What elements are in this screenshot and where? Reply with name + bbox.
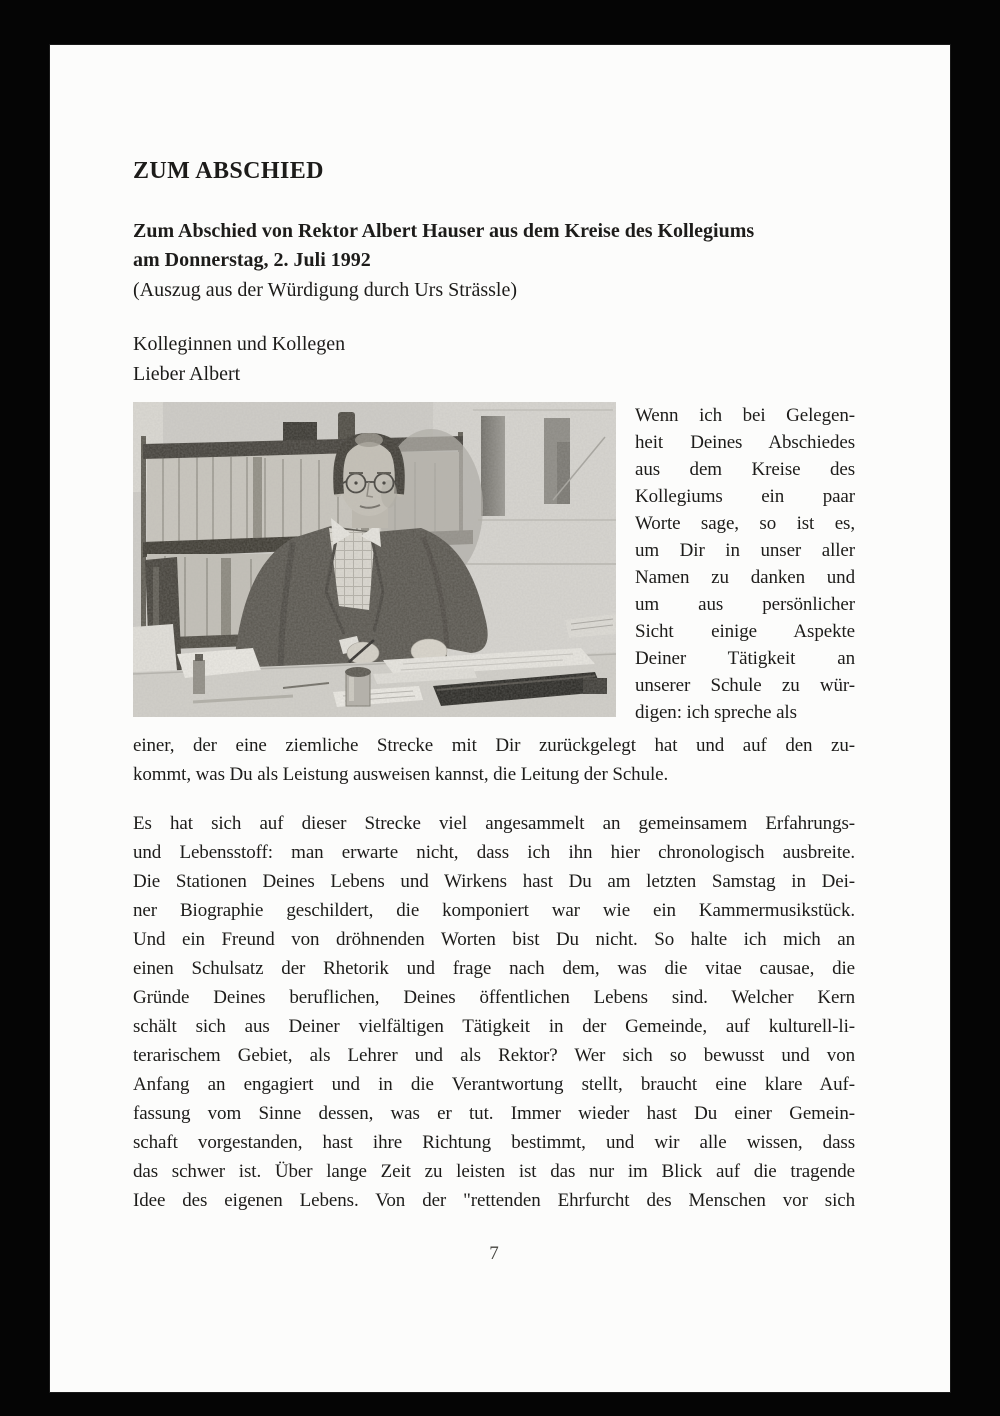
column-line: Wenn ich bei Gelegen- — [635, 405, 855, 426]
body-line: Und ein Freund von dröhnenden Worten bist Du nicht. So halte ich mich an — [133, 929, 855, 950]
photo-illustration — [133, 402, 616, 717]
body-line: Die Stationen Deines Lebens und Wirkens hast Du am letzten Samstag in Dei- — [133, 871, 855, 892]
photo-side-column — [635, 402, 855, 726]
salutation — [133, 329, 855, 389]
body-line: fassung vom Sinne dessen, was er tut. Immer wieder hast Du einer Gemein- — [133, 1103, 855, 1124]
page-number: 7 — [489, 1243, 499, 1264]
subtitle-line: Zum Abschied von Rektor Albert Hauser aus dem Kreise des Kollegiums — [133, 220, 755, 242]
column-line: aus dem Kreise des — [635, 459, 855, 480]
column-line: heit Deines Abschiedes — [635, 432, 855, 453]
column-line: Sicht einige Aspekte — [635, 621, 855, 642]
body-line: ner Biographie geschildert, die komponiert war wie ein Kammermusikstück. — [133, 900, 855, 921]
body-line: Anfang an engagiert und in die Verantwortung stellt, braucht eine klare Auf- — [133, 1074, 855, 1095]
column-line: unserer Schule zu wür- — [635, 675, 855, 696]
photo-and-text-row — [133, 402, 855, 726]
column-line: um aus persönlicher — [635, 594, 855, 615]
body-line: Gründe Deines beruflichen, Deines öffentlichen Lebens sind. Welcher Kern — [133, 987, 855, 1008]
main-paragraph — [133, 809, 855, 1215]
article-subtitle — [133, 217, 855, 275]
body-line: terarischem Gebiet, als Lehrer und als Rektor? Wer sich so bewusst und von — [133, 1045, 855, 1066]
body-line: Es hat sich auf dieser Strecke viel angesammelt an gemeinsamem Erfahrungs- — [133, 813, 855, 834]
body-line: schält sich aus Deiner vielfältigen Tätigkeit in der Gemeinde, auf kulturell-li- — [133, 1016, 855, 1037]
body-line: Idee des eigenen Lebens. Von der "rettenden Ehrfurcht des Menschen vor sich — [133, 1190, 855, 1211]
column-line: digen: ich spreche als — [635, 702, 797, 723]
salutation-line: Lieber Albert — [133, 363, 241, 385]
photo-grain-overlay — [133, 402, 616, 717]
attribution-note: (Auszug aus der Würdigung durch Urs Strässle) — [133, 279, 517, 301]
column-line: Worte sage, so ist es, — [635, 513, 855, 534]
body-line: kommt, was Du als Leistung ausweisen kannst, die Leitung der Schule. — [133, 764, 669, 785]
body-line: einen Schulsatz der Rhetorik und frage nach dem, was die vitae causae, die — [133, 958, 855, 979]
salutation-line: Kolleginnen und Kollegen — [133, 333, 346, 355]
body-line: schaft vorgestanden, hast ihre Richtung bestimmt, und wir alle wissen, dass — [133, 1132, 855, 1153]
column-line: um Dir in unser aller — [635, 540, 855, 561]
body-line: einer, der eine ziemliche Strecke mit Dir zurückgelegt hat und auf den zu- — [133, 735, 855, 756]
page-title: ZUM ABSCHIED — [133, 158, 324, 184]
subtitle-line: am Donnerstag, 2. Juli 1992 — [133, 249, 371, 271]
body-line: das schwer ist. Über lange Zeit zu leisten ist das nur im Blick auf die tragende — [133, 1161, 855, 1182]
body-line: und Lebensstoff: man erwarte nicht, dass ich ihn hier chronologisch ausbreite. — [133, 842, 855, 863]
column-line: Deiner Tätigkeit an — [635, 648, 855, 669]
portrait-photo — [133, 402, 616, 717]
column-line: Namen zu danken und — [635, 567, 855, 588]
column-line: Kollegiums ein paar — [635, 486, 855, 507]
document-page — [50, 45, 950, 1392]
after-photo-text — [133, 731, 855, 789]
page-content — [133, 45, 855, 1392]
